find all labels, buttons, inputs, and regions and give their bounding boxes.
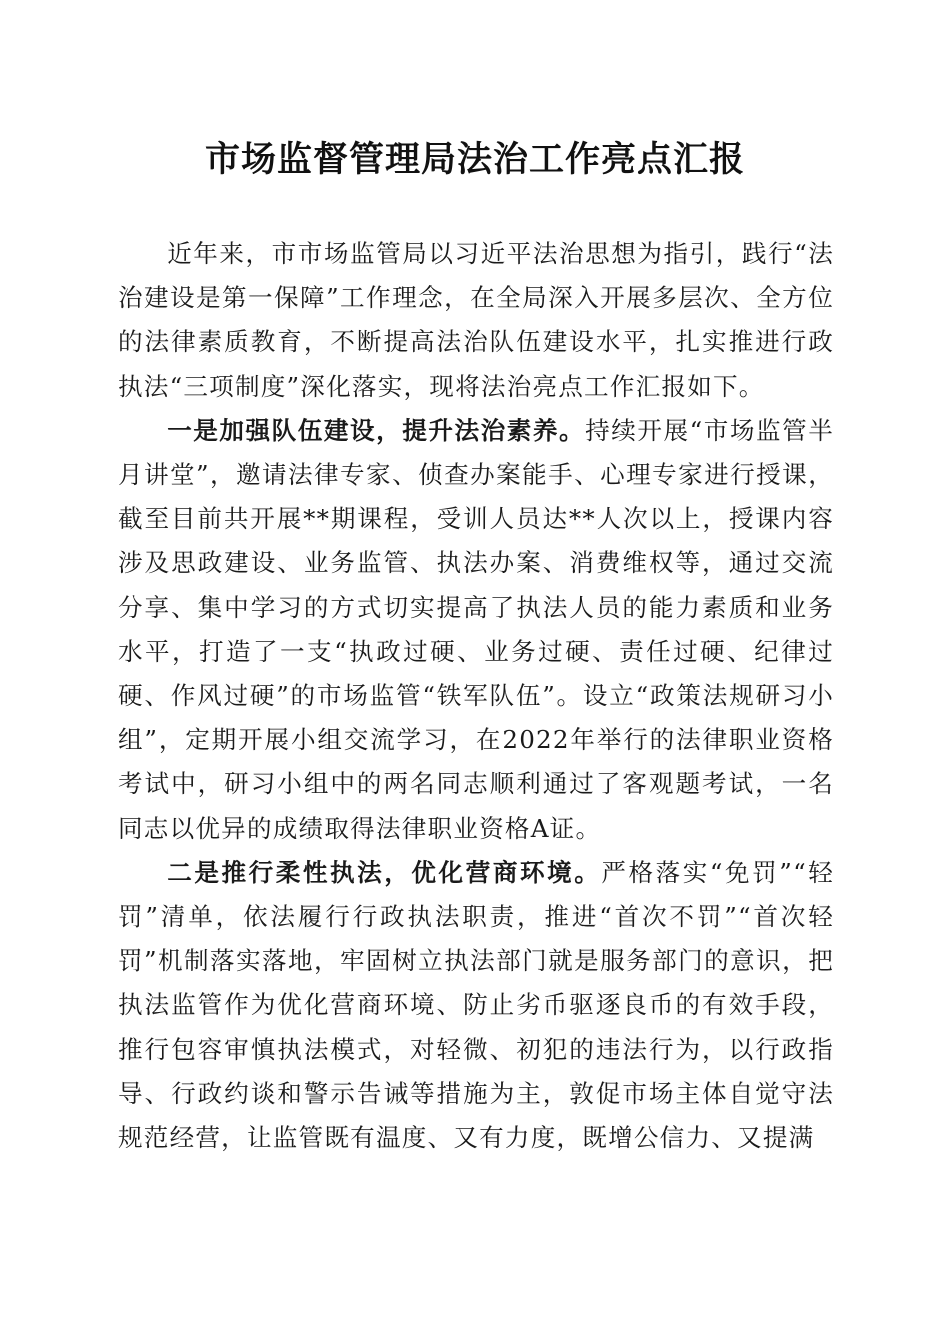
paragraph-flexible-enforcement-heading: 二是推行柔性执法，优化营商环境。 <box>167 857 602 887</box>
paragraph-team-building <box>118 409 834 851</box>
paragraph-intro-text: 近年来，市市场监管局以习近平法治思想为指引，践行“法治建设是第一保障”工作理念，在全局深入开展多层次、全方位的法律素质教育，不断提高法治队伍建设水平，扎实推进行政执法“三项制度”深化落实，现将法治亮点工作汇报如下。 <box>118 239 834 401</box>
document-body <box>118 232 834 1160</box>
document-title: 市场监督管理局法治工作亮点汇报 <box>204 139 745 180</box>
paragraph-flexible-enforcement <box>118 851 834 1160</box>
paragraph-team-building-heading: 一是加强队伍建设，提升法治素养。 <box>167 415 586 445</box>
paragraph-flexible-enforcement-text: 严格落实“免罚”“轻罚”清单，依法履行行政执法职责，推进“首次不罚”“首次轻罚”机制落实落地，牢固树立执法部门就是服务部门的意识，把执法监管作为优化营商环境、防止劣币驱逐良币的有效手段，推行包容审慎执法模式，对轻微、初犯的违法行为，以行政指导、行政约谈和警示告诫等措施为主，敦促市场主体自觉守法规范经营，让监管既有温度、又有力度，既增公信力、又提满 <box>118 857 834 1153</box>
paragraph-team-building-text: 持续开展“市场监管半月讲堂”，邀请法律专家、侦查办案能手、心理专家进行授课，截至目前共开展**期课程，受训人员达**人次以上，授课内容涉及思政建设、业务监管、执法办案、消费维权等，通过交流分享、集中学习的方式切实提高了执法人员的能力素质和业务水平，打造了一支“执政过硬、业务过硬、责任过硬、纪律过硬、作风过硬”的市场监管“铁军队伍”。设立“政策法规研习小组”，定期开展小组交流学习，在2022年举行的法律职业资格考试中，研习小组中的两名同志顺利通过了客观题考试，一名同志以优异的成绩取得法律职业资格A证。 <box>118 415 835 843</box>
paragraph-intro <box>118 232 834 409</box>
